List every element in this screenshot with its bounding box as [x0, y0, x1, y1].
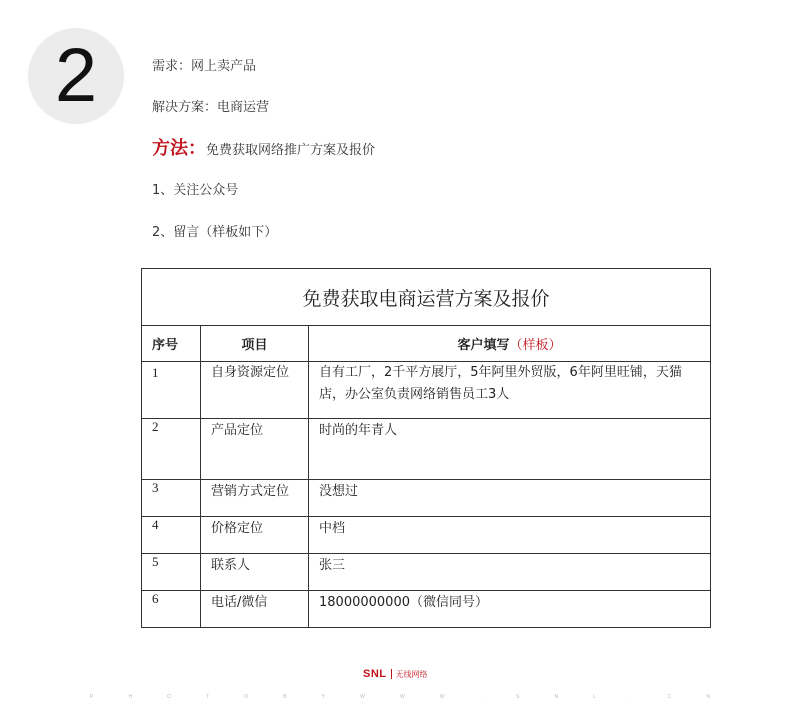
footer-url-char: C	[667, 694, 672, 700]
header-customer-label: 客户填写	[457, 338, 510, 353]
footer-url-char: P	[90, 694, 94, 700]
footer-brand: SNL	[363, 668, 387, 680]
table-row	[142, 591, 711, 628]
footer-url-char: .	[631, 694, 633, 700]
footer-url-char: .	[479, 694, 482, 700]
footer-url-char: W	[399, 694, 405, 700]
row-item: 电话/微信	[201, 591, 309, 628]
footer-url-char: S	[516, 694, 520, 700]
row-value: 张三	[309, 554, 711, 591]
row-value: 中档	[309, 517, 711, 554]
header-item: 项目	[201, 326, 309, 362]
step1-line: 1、关注公众号	[152, 183, 239, 198]
row-seq: 4	[142, 517, 201, 554]
row-value: 18000000000（微信同号）	[309, 591, 711, 628]
table-row	[142, 554, 711, 591]
row-seq: 1	[142, 362, 201, 419]
method-line	[152, 134, 375, 160]
footer-url-char: W	[439, 694, 445, 700]
footer-url-char: N	[554, 694, 559, 700]
footer-url-char: L	[593, 694, 597, 700]
table-row	[142, 362, 711, 419]
method-label: 方法：	[152, 138, 206, 159]
footer-url-char: N	[706, 694, 710, 700]
footer-brand-cn: 无线网络	[395, 669, 428, 679]
table-title: 免费获取电商运营方案及报价	[142, 269, 711, 326]
header-sample-label: （样板）	[509, 338, 562, 353]
footer-url-char: O	[167, 694, 172, 700]
footer-url-char: O	[244, 694, 249, 700]
footer-url-char: Y	[321, 694, 326, 700]
footer-url-char: H	[128, 694, 133, 700]
row-item: 营销方式定位	[201, 480, 309, 517]
table-row	[142, 419, 711, 480]
solution-line: 解决方案：电商运营	[152, 100, 270, 115]
footer-url-char: W	[360, 694, 365, 700]
row-seq: 5	[142, 554, 201, 591]
step-number-badge	[28, 28, 124, 124]
footer-logo	[363, 668, 428, 680]
header-seq: 序号	[142, 326, 201, 362]
demand-line: 需求：网上卖产品	[152, 59, 257, 74]
row-seq: 6	[142, 591, 201, 628]
header-customer	[309, 326, 711, 362]
table-header-row	[142, 326, 711, 362]
row-item: 价格定位	[201, 517, 309, 554]
footer-url-char: T	[206, 694, 210, 700]
table-row	[142, 517, 711, 554]
footer-divider	[391, 669, 392, 679]
row-value: 自有工厂，2千平方展厅，5年阿里外贸版，6年阿里旺铺，天猫店，办公室负责网络销售员工3人	[309, 362, 711, 419]
table-row	[142, 480, 711, 517]
step-number: 2	[54, 33, 98, 118]
row-value: 没想过	[309, 480, 711, 517]
row-item: 自身资源定位	[201, 362, 309, 419]
footer-url-char: B	[283, 694, 287, 700]
footer-url	[90, 694, 710, 700]
row-seq: 2	[142, 419, 201, 480]
quote-template-table	[141, 268, 711, 628]
method-text: 免费获取网络推广方案及报价	[206, 143, 376, 158]
row-item: 产品定位	[201, 419, 309, 480]
row-item: 联系人	[201, 554, 309, 591]
row-seq: 3	[142, 480, 201, 517]
row-value: 时尚的年青人	[309, 419, 711, 480]
step2-line: 2、留言（样板如下）	[152, 225, 278, 240]
